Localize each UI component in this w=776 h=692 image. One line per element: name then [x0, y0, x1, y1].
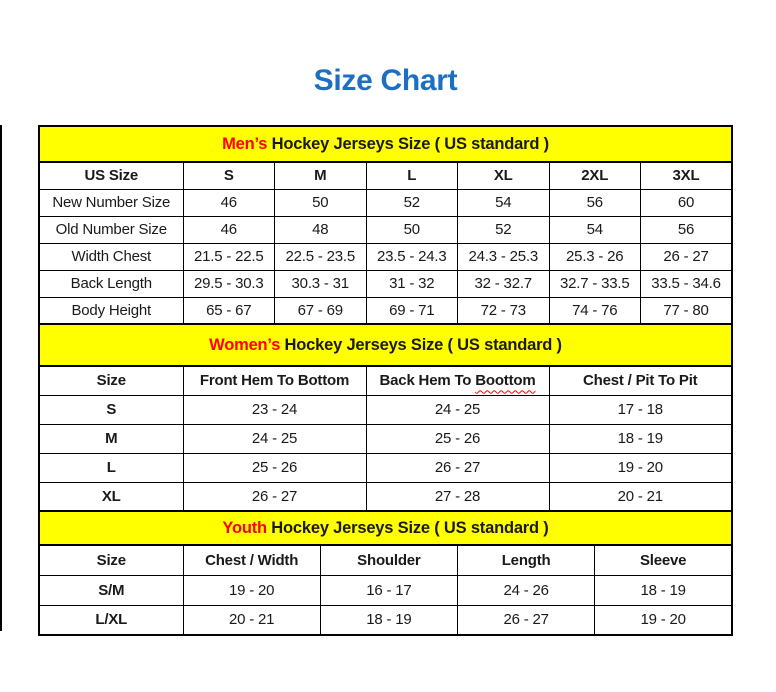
size-value-cell: 67 - 69	[275, 297, 367, 324]
size-value-cell: 23.5 - 24.3	[366, 243, 458, 270]
row-label: Width Chest	[39, 243, 183, 270]
row-label: Old Number Size	[39, 216, 183, 243]
size-value-cell: 54	[458, 189, 550, 216]
column-header: Size	[39, 366, 183, 395]
size-value-cell: 18 - 19	[320, 605, 457, 635]
size-value-cell: 29.5 - 30.3	[183, 270, 275, 297]
size-value-cell: 25.3 - 26	[549, 243, 641, 270]
column-header: Chest / Pit To Pit	[549, 366, 732, 395]
size-value-cell: 23 - 24	[183, 395, 366, 424]
row-label: Back Length	[39, 270, 183, 297]
table-row	[39, 605, 732, 635]
size-value-cell: 17 - 18	[549, 395, 732, 424]
size-value-cell: 26 - 27	[183, 482, 366, 511]
size-value-cell: 26 - 27	[458, 605, 595, 635]
size-value-cell: 48	[275, 216, 367, 243]
size-value-cell: 24.3 - 25.3	[458, 243, 550, 270]
table-row	[39, 243, 732, 270]
column-header: L	[366, 162, 458, 189]
header-row	[39, 545, 732, 575]
size-value-cell: 18 - 19	[595, 575, 732, 605]
row-label: L/XL	[39, 605, 183, 635]
size-value-cell: 20 - 21	[549, 482, 732, 511]
row-label: S/M	[39, 575, 183, 605]
table-row	[39, 482, 732, 511]
row-label: XL	[39, 482, 183, 511]
row-label: L	[39, 453, 183, 482]
size-value-cell: 33.5 - 34.6	[641, 270, 733, 297]
size-value-cell: 22.5 - 23.5	[275, 243, 367, 270]
size-value-cell: 50	[366, 216, 458, 243]
column-header: S	[183, 162, 275, 189]
size-value-cell: 24 - 25	[183, 424, 366, 453]
size-value-cell: 25 - 26	[183, 453, 366, 482]
column-header: XL	[458, 162, 550, 189]
column-header: 2XL	[549, 162, 641, 189]
column-header: Front Hem To Bottom	[183, 366, 366, 395]
size-value-cell: 32 - 32.7	[458, 270, 550, 297]
table-row	[39, 424, 732, 453]
womens-section-banner	[38, 325, 733, 365]
row-label: M	[39, 424, 183, 453]
banner-text: Hockey Jerseys Size ( US standard )	[280, 335, 562, 354]
column-header	[366, 366, 549, 395]
size-value-cell: 72 - 73	[458, 297, 550, 324]
mens-size-table	[38, 161, 733, 325]
size-value-cell: 54	[549, 216, 641, 243]
size-value-cell: 24 - 26	[458, 575, 595, 605]
size-value-cell: 16 - 17	[320, 575, 457, 605]
banner-highlight-text: Men’s	[222, 134, 268, 153]
column-header: Chest / Width	[183, 545, 320, 575]
size-value-cell: 18 - 19	[549, 424, 732, 453]
column-header: US Size	[39, 162, 183, 189]
size-value-cell: 32.7 - 33.5	[549, 270, 641, 297]
column-header-text: Back Hem To	[379, 372, 476, 390]
table-row	[39, 189, 732, 216]
banner-text: Hockey Jerseys Size ( US standard )	[266, 518, 549, 537]
size-value-cell: 25 - 26	[366, 424, 549, 453]
misspelled-word-text: Boottom	[475, 372, 536, 390]
column-header: Length	[458, 545, 595, 575]
size-value-cell: 26 - 27	[366, 453, 549, 482]
womens-size-table	[38, 365, 733, 512]
size-value-cell: 19 - 20	[549, 453, 732, 482]
row-label: S	[39, 395, 183, 424]
size-value-cell: 77 - 80	[641, 297, 733, 324]
table-row	[39, 395, 732, 424]
youth-section-banner	[38, 512, 733, 544]
size-value-cell: 30.3 - 31	[275, 270, 367, 297]
size-value-cell: 24 - 25	[366, 395, 549, 424]
table-row	[39, 270, 732, 297]
header-row	[39, 366, 732, 395]
size-value-cell: 56	[549, 189, 641, 216]
youth-section	[38, 512, 733, 636]
column-header: M	[275, 162, 367, 189]
banner-highlight-text: Youth	[222, 518, 267, 537]
banner-highlight-text: Women’s	[209, 335, 281, 354]
left-edge-border	[0, 125, 2, 631]
size-value-cell: 56	[641, 216, 733, 243]
row-label: New Number Size	[39, 189, 183, 216]
page-title: Size Chart	[313, 64, 458, 97]
column-header: 3XL	[641, 162, 733, 189]
size-value-cell: 52	[458, 216, 550, 243]
womens-section	[38, 325, 733, 512]
size-value-cell: 46	[183, 189, 275, 216]
table-row	[39, 575, 732, 605]
row-label: Body Height	[39, 297, 183, 324]
mens-section-banner	[38, 125, 733, 161]
size-value-cell: 31 - 32	[366, 270, 458, 297]
banner-text: Hockey Jerseys Size ( US standard )	[267, 134, 549, 153]
size-value-cell: 50	[275, 189, 367, 216]
table-row	[39, 216, 732, 243]
size-value-cell: 69 - 71	[366, 297, 458, 324]
size-value-cell: 27 - 28	[366, 482, 549, 511]
size-value-cell: 20 - 21	[183, 605, 320, 635]
size-value-cell: 19 - 20	[183, 575, 320, 605]
size-value-cell: 65 - 67	[183, 297, 275, 324]
column-header: Sleeve	[595, 545, 732, 575]
youth-size-table	[38, 544, 733, 636]
table-row	[39, 453, 732, 482]
size-value-cell: 52	[366, 189, 458, 216]
table-row	[39, 297, 732, 324]
header-row	[39, 162, 732, 189]
size-value-cell: 60	[641, 189, 733, 216]
size-value-cell: 26 - 27	[641, 243, 733, 270]
size-value-cell: 74 - 76	[549, 297, 641, 324]
size-value-cell: 46	[183, 216, 275, 243]
column-header: Shoulder	[320, 545, 457, 575]
size-value-cell: 21.5 - 22.5	[183, 243, 275, 270]
mens-section	[38, 125, 733, 325]
column-header: Size	[39, 545, 183, 575]
size-chart	[38, 125, 733, 636]
size-value-cell: 19 - 20	[595, 605, 732, 635]
